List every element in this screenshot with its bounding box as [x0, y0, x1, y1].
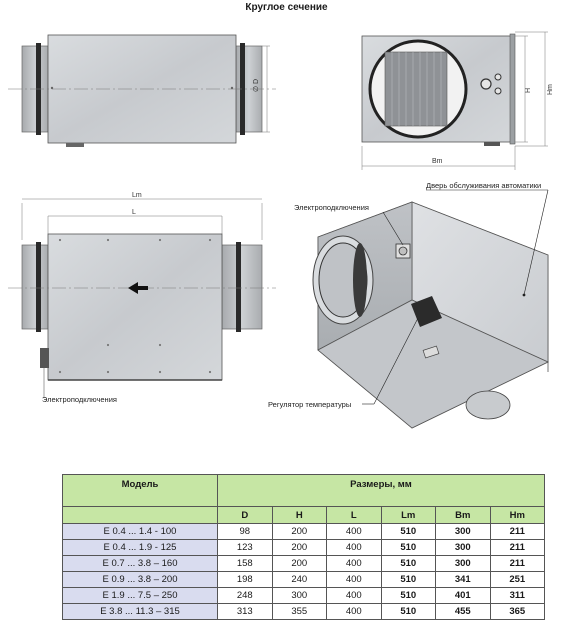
cell-d: 158	[218, 556, 273, 572]
subheader-d: D	[218, 507, 273, 524]
cell-hm: 365	[490, 604, 545, 620]
cell-model: E 0.9 ... 3.8 – 200	[63, 572, 218, 588]
cell-l: 400	[327, 572, 382, 588]
cell-d: 98	[218, 524, 273, 540]
callout-electrical-iso: Электроподключения	[294, 203, 369, 212]
callout-thermostat: Регулятор температуры	[268, 400, 352, 409]
callout-electrical-plan: Электроподключения	[42, 395, 117, 404]
cell-hm: 251	[490, 572, 545, 588]
page-title: Круглое сечение	[245, 2, 328, 13]
header-model: Модель	[63, 475, 218, 507]
cell-h: 200	[272, 556, 327, 572]
cell-h: 300	[272, 588, 327, 604]
cell-d: 313	[218, 604, 273, 620]
table-row	[63, 588, 545, 604]
cell-bm: 300	[436, 556, 491, 572]
cell-h: 240	[272, 572, 327, 588]
cell-lm: 510	[381, 556, 436, 572]
dimensions-table	[62, 474, 545, 620]
dim-lm: Lm	[132, 192, 142, 199]
plan-view	[8, 199, 276, 395]
cell-h: 200	[272, 524, 327, 540]
cell-model: E 0.7 ... 3.8 – 160	[63, 556, 218, 572]
cell-bm: 401	[436, 588, 491, 604]
subheader-h: H	[272, 507, 327, 524]
cell-bm: 455	[436, 604, 491, 620]
cell-model: E 1.9 ... 7.5 – 250	[63, 588, 218, 604]
cell-l: 400	[327, 556, 382, 572]
subheader-bm: Bm	[436, 507, 491, 524]
cell-lm: 510	[381, 604, 436, 620]
cell-l: 400	[327, 524, 382, 540]
dim-d: ∅ D	[253, 78, 260, 92]
table-row	[63, 556, 545, 572]
cell-model: E 3.8 ... 11.3 – 315	[63, 604, 218, 620]
cell-d: 198	[218, 572, 273, 588]
table-row	[63, 572, 545, 588]
table-row	[63, 540, 545, 556]
cell-d: 248	[218, 588, 273, 604]
callout-service-door: Дверь обслуживания автоматики	[426, 181, 542, 190]
cell-model: E 0.4 ... 1.9 - 125	[63, 540, 218, 556]
cell-lm: 510	[381, 572, 436, 588]
header-model-spacer	[63, 507, 218, 524]
side-view	[362, 32, 548, 170]
header-sizes: Размеры, мм	[218, 475, 545, 507]
cell-lm: 510	[381, 588, 436, 604]
cell-hm: 211	[490, 556, 545, 572]
cell-h: 355	[272, 604, 327, 620]
dim-l: L	[132, 209, 136, 216]
cell-l: 400	[327, 540, 382, 556]
front-view	[8, 35, 276, 147]
cell-hm: 211	[490, 540, 545, 556]
cell-bm: 341	[436, 572, 491, 588]
table-row	[63, 604, 545, 620]
dim-h: H	[525, 87, 532, 93]
dim-bm: Bm	[432, 158, 443, 165]
subheader-l: L	[327, 507, 382, 524]
cell-l: 400	[327, 588, 382, 604]
cell-model: E 0.4 ... 1.4 - 100	[63, 524, 218, 540]
cell-hm: 211	[490, 524, 545, 540]
subheader-hm: Hm	[490, 507, 545, 524]
cell-h: 200	[272, 540, 327, 556]
dim-hm: Hm	[547, 84, 554, 95]
cell-d: 123	[218, 540, 273, 556]
cell-lm: 510	[381, 540, 436, 556]
subheader-lm: Lm	[381, 507, 436, 524]
table-row	[63, 524, 545, 540]
cell-bm: 300	[436, 524, 491, 540]
cell-bm: 300	[436, 540, 491, 556]
cell-l: 400	[327, 604, 382, 620]
cell-lm: 510	[381, 524, 436, 540]
cell-hm: 311	[490, 588, 545, 604]
